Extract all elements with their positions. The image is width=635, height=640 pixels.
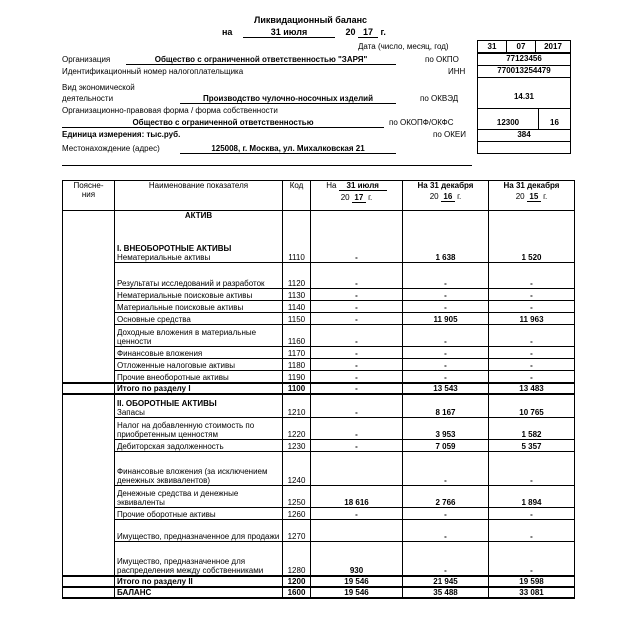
table-row (63, 225, 575, 263)
cell-code: 1270 (283, 520, 311, 542)
cell-notes (63, 452, 115, 486)
cell-code: 1280 (283, 542, 311, 576)
col-header-prev-year: На 31 декабря 20 16 г. (403, 181, 489, 211)
cell-indicator: Материальные поисковые активы (115, 301, 283, 313)
cell-notes (63, 587, 115, 598)
activity-label-2: деятельности (62, 94, 114, 103)
cell-value-prev2-year: 1 894 (489, 486, 575, 508)
okopf-label: по ОКОПФ/ОКФС (389, 118, 454, 127)
cell-value-prev2-year: - (489, 508, 575, 520)
document-title: Ликвидационный баланс (254, 15, 368, 25)
inn-label: ИНН (448, 67, 466, 76)
cell-value-current: - (311, 383, 403, 394)
table-row (63, 347, 575, 359)
cell-code: 1230 (283, 440, 311, 452)
cell-value-current: - (311, 371, 403, 383)
cell-value-prev2-year: - (489, 347, 575, 359)
cell-code: 1140 (283, 301, 311, 313)
cell-value-current (311, 520, 403, 542)
col-header-current: На 31 июля 20 17 г. (311, 181, 403, 211)
okei-label: по ОКЕИ (433, 130, 466, 139)
cell-code: 1120 (283, 263, 311, 289)
org-label: Организация (62, 55, 111, 64)
cell-value-prev2-year: 5 357 (489, 440, 575, 452)
address-underline (62, 165, 472, 166)
col-header-prev2-year: На 31 декабря 20 15 г. (489, 181, 575, 211)
table-row (63, 325, 575, 347)
col-header-notes: Поясне- ния (63, 181, 115, 211)
cell-notes (63, 347, 115, 359)
table-row (63, 576, 575, 587)
cell-code: 1600 (283, 587, 311, 598)
cell-notes (63, 383, 115, 394)
cell-value-prev-year: - (403, 289, 489, 301)
cell-value-prev-year: - (403, 347, 489, 359)
cell-notes (63, 576, 115, 587)
cell-code: 1100 (283, 383, 311, 394)
cell-notes (63, 313, 115, 325)
balance-table (62, 180, 575, 599)
cell-value-prev-year: 13 543 (403, 383, 489, 394)
inn-value: 770013254479 (477, 65, 571, 78)
cell-indicator: Отложенные налоговые активы (115, 359, 283, 371)
table-row (63, 383, 575, 394)
cell-value-prev-year: - (403, 520, 489, 542)
okved-value: 14.31 (477, 77, 571, 109)
cell-notes (63, 263, 115, 289)
cell-value-current: 19 546 (311, 576, 403, 587)
cell-notes (63, 508, 115, 520)
table-row (63, 418, 575, 440)
cell-indicator: Финансовые вложения (115, 347, 283, 359)
date-label: Дата (число, месяц, год) (358, 42, 449, 51)
cell-code: 1160 (283, 325, 311, 347)
cell-code: 1180 (283, 359, 311, 371)
date-year: 2017 (536, 41, 571, 53)
table-row (63, 542, 575, 576)
cell-notes (63, 486, 115, 508)
table-row (63, 486, 575, 508)
cell-notes (63, 371, 115, 383)
cell-value-current: - (311, 301, 403, 313)
date-codes (477, 40, 571, 53)
title-day-month: 31 июля (243, 27, 335, 38)
legal-form-label: Организационно-правовая форма / форма собственности (62, 106, 278, 115)
address-value: 125008, г. Москва, ул. Михалковская 21 (180, 144, 396, 154)
title-na: на (222, 27, 233, 37)
cell-value-prev2-year: 19 598 (489, 576, 575, 587)
title-year-prefix: 20 (345, 27, 356, 37)
table-row (63, 289, 575, 301)
cell-value-prev2-year: 1 582 (489, 418, 575, 440)
inn-label-left: Идентификационный номер налогоплательщика (62, 67, 244, 76)
title-year: 17 (358, 27, 378, 38)
cell-code: 1210 (283, 394, 311, 418)
cell-value-prev-year: - (403, 301, 489, 313)
cell-value-prev-year: 7 059 (403, 440, 489, 452)
unit-label: Единица измерения: тыс.руб. (62, 130, 181, 139)
cell-value-prev-year: - (403, 371, 489, 383)
cell-value-prev-year (403, 211, 489, 225)
address-cell (477, 141, 571, 154)
cell-indicator: Денежные средства и денежные эквиваленты (115, 486, 283, 508)
org-value: Общество с ограниченной ответственностью "ЗАРЯ" (126, 55, 396, 65)
okfs-value: 16 (538, 108, 571, 130)
cell-indicator: Результаты исследований и разработок (115, 263, 283, 289)
cell-value-current (311, 211, 403, 225)
okpo-value: 77123456 (477, 53, 571, 66)
table-row (63, 211, 575, 225)
cell-notes (63, 394, 115, 418)
cell-notes (63, 325, 115, 347)
cell-code: 1260 (283, 508, 311, 520)
cell-indicator: II. ОБОРОТНЫЕ АКТИВЫ Запасы (115, 394, 283, 418)
cell-notes (63, 359, 115, 371)
cell-value-prev-year: 21 945 (403, 576, 489, 587)
col-header-code: Код (283, 181, 311, 211)
okpo-label: по ОКПО (425, 55, 459, 64)
title-year-end: г. (380, 27, 386, 37)
table-row (63, 508, 575, 520)
activity-label-1: Вид экономической (62, 83, 135, 92)
cell-value-current: - (311, 394, 403, 418)
cell-value-current: - (311, 347, 403, 359)
address-label: Местонахождение (адрес) (62, 144, 160, 153)
cell-code: 1200 (283, 576, 311, 587)
cell-indicator: Итого по разделу II (115, 576, 283, 587)
cell-value-prev2-year: - (489, 301, 575, 313)
date-day: 31 (478, 41, 507, 53)
cell-value-prev-year: 1 638 (403, 225, 489, 263)
cell-value-prev2-year: - (489, 289, 575, 301)
date-month: 07 (507, 41, 536, 53)
cell-indicator: Имущество, предназначенное для продажи (115, 520, 283, 542)
cell-value-current: 19 546 (311, 587, 403, 598)
cell-value-current: 18 616 (311, 486, 403, 508)
cell-value-prev2-year: - (489, 520, 575, 542)
cell-value-prev-year: - (403, 263, 489, 289)
cell-indicator: Итого по разделу I (115, 383, 283, 394)
legal-form-value: Общество с ограниченной ответственностью (62, 118, 384, 128)
cell-code: 1110 (283, 225, 311, 263)
cell-value-prev2-year (489, 211, 575, 225)
cell-code: 1240 (283, 452, 311, 486)
cell-notes (63, 418, 115, 440)
cell-value-prev2-year: 10 765 (489, 394, 575, 418)
cell-value-current: - (311, 359, 403, 371)
cell-value-prev2-year: 33 081 (489, 587, 575, 598)
cell-value-prev2-year: - (489, 325, 575, 347)
cell-notes (63, 301, 115, 313)
cell-value-prev-year: 35 488 (403, 587, 489, 598)
table-row (63, 587, 575, 598)
cell-notes (63, 520, 115, 542)
cell-value-prev2-year: - (489, 263, 575, 289)
cell-notes (63, 440, 115, 452)
cell-indicator: БАЛАНС (115, 587, 283, 598)
table-row (63, 263, 575, 289)
cell-value-prev2-year: - (489, 371, 575, 383)
cell-notes (63, 289, 115, 301)
cell-indicator: АКТИВ (115, 211, 283, 225)
cell-value-prev-year: - (403, 452, 489, 486)
cell-value-current: - (311, 225, 403, 263)
cell-value-prev2-year: - (489, 452, 575, 486)
table-row (63, 371, 575, 383)
cell-code (283, 211, 311, 225)
cell-code: 1250 (283, 486, 311, 508)
cell-value-prev2-year: - (489, 542, 575, 576)
cell-value-current: - (311, 263, 403, 289)
cell-value-prev2-year: 13 483 (489, 383, 575, 394)
cell-value-prev-year: 8 167 (403, 394, 489, 418)
cell-value-prev-year: 11 905 (403, 313, 489, 325)
cell-indicator: I. ВНЕОБОРОТНЫЕ АКТИВЫ Нематериальные активы (115, 225, 283, 263)
cell-code: 1220 (283, 418, 311, 440)
activity-value: Производство чулочно-носочных изделий (180, 94, 396, 104)
cell-value-prev2-year: 11 963 (489, 313, 575, 325)
cell-indicator: Нематериальные поисковые активы (115, 289, 283, 301)
cell-code: 1190 (283, 371, 311, 383)
table-row (63, 301, 575, 313)
cell-notes (63, 542, 115, 576)
cell-value-prev-year: 3 953 (403, 418, 489, 440)
cell-indicator: Доходные вложения в материальные ценности (115, 325, 283, 347)
cell-notes (63, 225, 115, 263)
cell-value-prev-year: - (403, 325, 489, 347)
table-row (63, 394, 575, 418)
cell-value-prev2-year: - (489, 359, 575, 371)
cell-value-current: - (311, 440, 403, 452)
cell-indicator: Налог на добавленную стоимость по приобретенным ценностям (115, 418, 283, 440)
cell-code: 1150 (283, 313, 311, 325)
table-row (63, 359, 575, 371)
cell-value-current: - (311, 418, 403, 440)
cell-indicator: Прочие оборотные активы (115, 508, 283, 520)
table-row (63, 440, 575, 452)
cell-value-prev2-year: 1 520 (489, 225, 575, 263)
cell-indicator: Дебиторская задолженность (115, 440, 283, 452)
title-date-line (222, 27, 386, 38)
cell-value-current: - (311, 289, 403, 301)
cell-code: 1130 (283, 289, 311, 301)
cell-indicator: Имущество, предназначенное для распределения между собственниками (115, 542, 283, 576)
cell-value-current: 930 (311, 542, 403, 576)
okved-label: по ОКВЭД (420, 94, 459, 103)
cell-value-prev-year: - (403, 359, 489, 371)
table-row (63, 313, 575, 325)
cell-indicator: Финансовые вложения (за исключением денежных эквивалентов) (115, 452, 283, 486)
cell-value-current: - (311, 325, 403, 347)
okei-value: 384 (477, 129, 571, 142)
cell-value-prev-year: - (403, 542, 489, 576)
cell-value-prev-year: - (403, 508, 489, 520)
cell-code: 1170 (283, 347, 311, 359)
okopf-value: 12300 (477, 108, 539, 130)
cell-value-current: - (311, 313, 403, 325)
cell-value-current: - (311, 508, 403, 520)
col-header-indicator: Наименование показателя (115, 181, 283, 211)
cell-notes (63, 211, 115, 225)
cell-indicator: Основные средства (115, 313, 283, 325)
table-row (63, 520, 575, 542)
table-row (63, 452, 575, 486)
cell-indicator: Прочие внеоборотные активы (115, 371, 283, 383)
cell-value-prev-year: 2 766 (403, 486, 489, 508)
cell-value-current (311, 452, 403, 486)
